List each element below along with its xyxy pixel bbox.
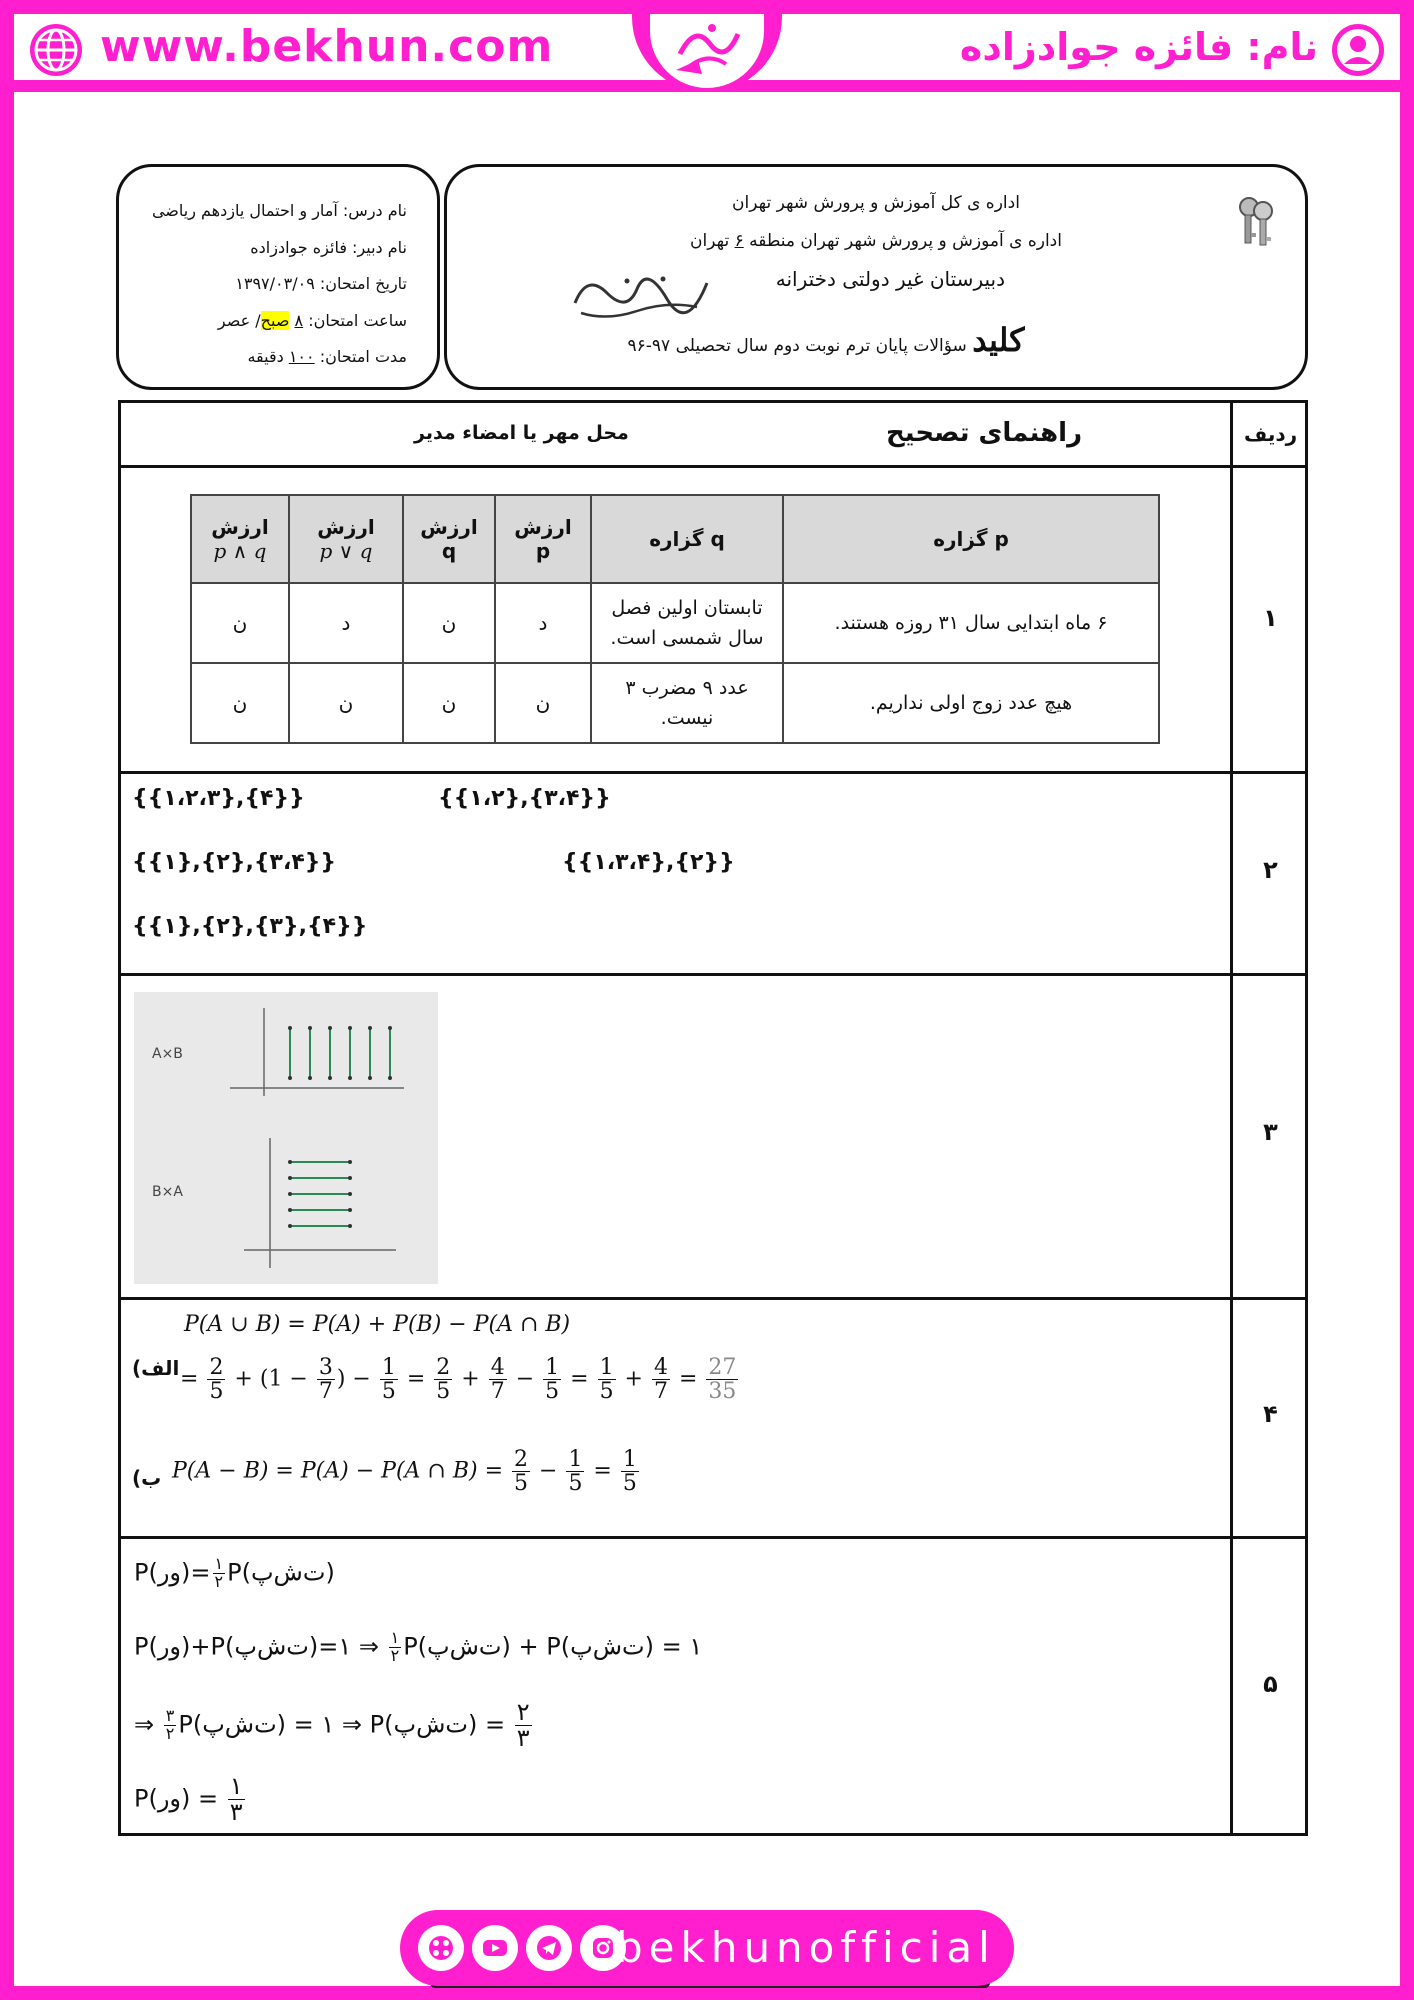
school-logo-stamp bbox=[567, 263, 717, 325]
user-icon bbox=[1328, 20, 1388, 80]
divider bbox=[118, 465, 1308, 468]
header-statement-q: گزاره q bbox=[591, 495, 783, 583]
header-p-value: ارزش p bbox=[495, 495, 591, 583]
part-a-calculation: = $\frac{2}{5}$ + (1 − $\frac{3}{7}$ ) − $\frac{1}{5}$ = $\frac{2}{5}$ + $\frac{4}{7}$ − $\frac{1}{5}$ = $\frac{1}{5}$ + $\frac{4}{7}$ = $\frac{27}{35}$ bbox=[180, 1355, 737, 1405]
social-icons bbox=[418, 1925, 626, 1971]
cell: ن bbox=[191, 583, 289, 663]
partition-answer: {{۱،۲،۳},{۴}} bbox=[132, 786, 305, 811]
divider bbox=[118, 973, 1308, 976]
row-number: ۴ bbox=[1263, 1400, 1278, 1428]
seal-header: محل مهر یا امضاء مدیر bbox=[414, 422, 629, 444]
cell: ۶ ماه ابتدایی سال ۳۱ روزه هستند. bbox=[783, 583, 1159, 663]
cartesian-product-plot bbox=[134, 992, 438, 1284]
q5-line-4: P(ور) = $\frac{۱}{۳}$ bbox=[134, 1772, 243, 1827]
cell: د bbox=[495, 583, 591, 663]
exam-info-box bbox=[116, 164, 440, 390]
divider bbox=[118, 1536, 1308, 1539]
social-handle[interactable]: bekhunofficial bbox=[616, 1923, 996, 1972]
duration-line: مدت امتحان: ۱۰۰ دقیقه bbox=[247, 347, 407, 366]
header-q-value: ارزش q bbox=[403, 495, 495, 583]
graph-label-axb: A×B bbox=[152, 1046, 183, 1062]
truth-table bbox=[190, 494, 1160, 744]
bekhun-logo-icon bbox=[650, 4, 764, 88]
header-p-or-q: ارزش p ∨ q bbox=[289, 495, 403, 583]
partition-answer: {{۱},{۲},{۳},{۴}} bbox=[132, 914, 368, 939]
q5-line-2: P(ور)+P(ت‌ش‌پ)=۱ ⇒ $\frac{۱}{۲}$ P(ت‌ش‌پ) + P(ت‌ش‌پ) = ۱ bbox=[134, 1628, 703, 1665]
q5-line-3: ⇒ $\frac{۳}{۲}$ P(ت‌ش‌پ) = ۱ ⇒ P(ت‌ش‌پ) = $\frac{۲}{۳}$ bbox=[134, 1698, 530, 1753]
cell: ن bbox=[403, 663, 495, 743]
q5-line-1: P(ور)= $\frac{۱}{۲}$ P(ت‌ش‌پ) bbox=[134, 1554, 335, 1591]
office-line-1: اداره ی کل آموزش و پرورش شهر تهران bbox=[732, 193, 1020, 213]
row-column-header: ردیف bbox=[1244, 422, 1298, 446]
part-b-calculation: P(A − B) = P(A) − P(A ∩ B) = $\frac{2}{5}$ − $\frac{1}{5}$ = $\frac{1}{5}$ bbox=[172, 1447, 637, 1497]
keys-icon bbox=[1227, 193, 1283, 249]
partition-answer: {{۱},{۲},{۳،۴}} bbox=[132, 850, 337, 875]
logo-badge bbox=[650, 4, 764, 88]
site-url-link[interactable]: www.bekhun.com bbox=[100, 21, 554, 72]
graph-label-bxa: B×A bbox=[152, 1184, 183, 1200]
part-a-label: الف) bbox=[132, 1356, 180, 1380]
row-number: ۵ bbox=[1263, 1670, 1278, 1698]
teacher-line: نام دبیر: فائزه جوادزاده bbox=[250, 237, 407, 257]
cell: ن bbox=[495, 663, 591, 743]
school-name: دبیرستان غیر دولتی دخترانه bbox=[775, 267, 1005, 291]
cartesian-product-graph bbox=[134, 992, 438, 1284]
youtube-icon[interactable] bbox=[472, 1925, 518, 1971]
office-line-2: اداره ی آموزش و پرورش شهر تهران منطقه ۶ تهران bbox=[690, 231, 1062, 251]
cell: ن bbox=[289, 663, 403, 743]
cell: تابستان اولین فصل سال شمسی است. bbox=[591, 583, 783, 663]
course-line: نام درس: آمار و احتمال یازدهم ریاضی bbox=[151, 201, 407, 220]
guide-header: راهنمای تصحیح bbox=[886, 418, 1083, 448]
header-p-and-q: ارزش p ∧ q bbox=[191, 495, 289, 583]
part-b-label: ب) bbox=[132, 1466, 162, 1490]
partition-answer: {{۱،۲},{۳،۴}} bbox=[438, 786, 611, 811]
exam-title-line: کلید سؤالات پایان ترم نوبت دوم سال تحصیلی ۹۷-۹۶ bbox=[627, 321, 1025, 359]
owner-name: نام: فائزه جوادزاده bbox=[959, 25, 1318, 69]
cell: ن bbox=[191, 663, 289, 743]
union-formula: P(A ∪ B) = P(A) + P(B) − P(A ∩ B) bbox=[184, 1312, 571, 1337]
aparat-icon[interactable] bbox=[418, 1925, 464, 1971]
cell: ن bbox=[403, 583, 495, 663]
school-header-box bbox=[444, 164, 1308, 390]
row-number: ۳ bbox=[1263, 1118, 1278, 1146]
row-number: ۱ bbox=[1263, 604, 1278, 632]
globe-icon[interactable] bbox=[26, 20, 86, 80]
partition-answer: {{۱،۳،۴},{۲}} bbox=[562, 850, 735, 875]
cell: عدد ۹ مضرب ۳ نیست. bbox=[591, 663, 783, 743]
date-line: تاریخ امتحان: ۱۳۹۷/۰۳/۰۹ bbox=[235, 274, 407, 293]
cell: د bbox=[289, 583, 403, 663]
cell: هیچ عدد زوج اولی نداریم. bbox=[783, 663, 1159, 743]
divider bbox=[118, 771, 1308, 774]
divider bbox=[118, 1297, 1308, 1300]
telegram-icon[interactable] bbox=[526, 1925, 572, 1971]
row-number: ۲ bbox=[1263, 856, 1278, 884]
header-statement-p: گزاره p bbox=[783, 495, 1159, 583]
time-line: ساعت امتحان: ۸ صبح/ عصر bbox=[217, 310, 407, 330]
